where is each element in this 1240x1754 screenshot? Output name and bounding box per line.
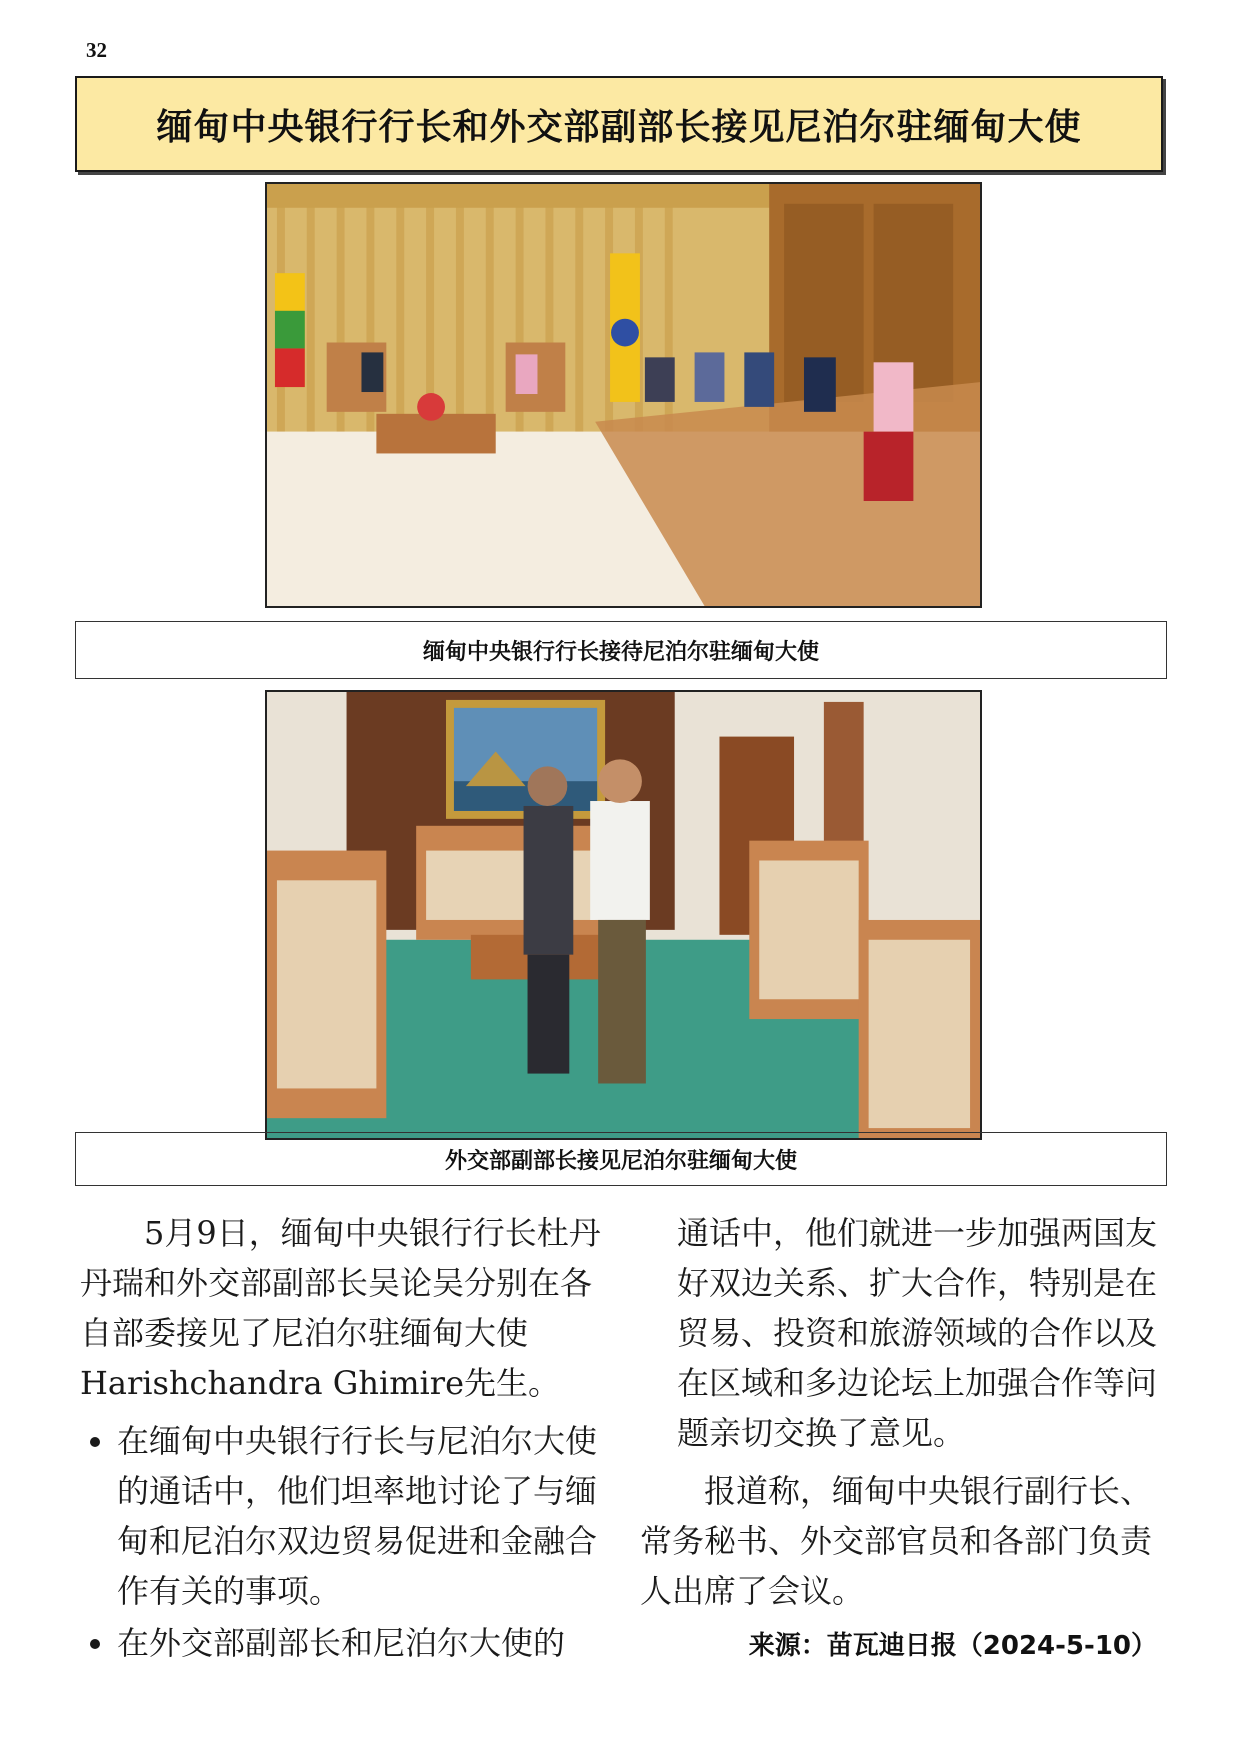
article-column-left [80, 1208, 602, 1670]
article-bullet-1: • 在缅甸中央银行行长与尼泊尔大使的通话中，他们坦率地讨论了与缅甸和尼泊尔双边贸易促进和金融合作有关的事项。 [117, 1416, 602, 1616]
photo-meeting-central-bank [265, 182, 982, 608]
article-intro: 5月9日，缅甸中央银行行长杜丹丹瑞和外交部副部长吴论吴分别在各自部委接见了尼泊尔驻缅甸大使Harishchandra Ghimire先生。 [80, 1214, 601, 1402]
photo-caption-2: 外交部副部长接见尼泊尔驻缅甸大使 [75, 1132, 1167, 1186]
article-bullet-2-continuation: 通话中，他们就进一步加强两国友好双边关系、扩大合作，特别是在贸易、投资和旅游领域的合作以及在区域和多边论坛上加强合作等问题亲切交换了意见。 [677, 1214, 1158, 1452]
article-source: 来源：苗瓦迪日报（2024-5-10） [748, 1631, 1157, 1661]
article-column-right [640, 1208, 1162, 1616]
photo-caption-1: 缅甸中央银行行长接待尼泊尔驻缅甸大使 [75, 621, 1167, 679]
article-bullet-list [80, 1416, 602, 1668]
article-closing-paragraph: 报道称，缅甸中央银行副行长、常务秘书、外交部官员和各部门负责人出席了会议。 [640, 1472, 1153, 1610]
meeting-room-image [267, 184, 980, 606]
page-number: 32 [86, 38, 107, 62]
article-headline: 缅甸中央银行行长和外交部副部长接见尼泊尔驻缅甸大使 [156, 106, 1082, 148]
handshake-image [267, 692, 980, 1138]
article-bullet-2: • 在外交部副部长和尼泊尔大使的 [117, 1618, 602, 1668]
photo-handshake-foreign-ministry [265, 690, 982, 1140]
headline-banner [75, 76, 1163, 172]
